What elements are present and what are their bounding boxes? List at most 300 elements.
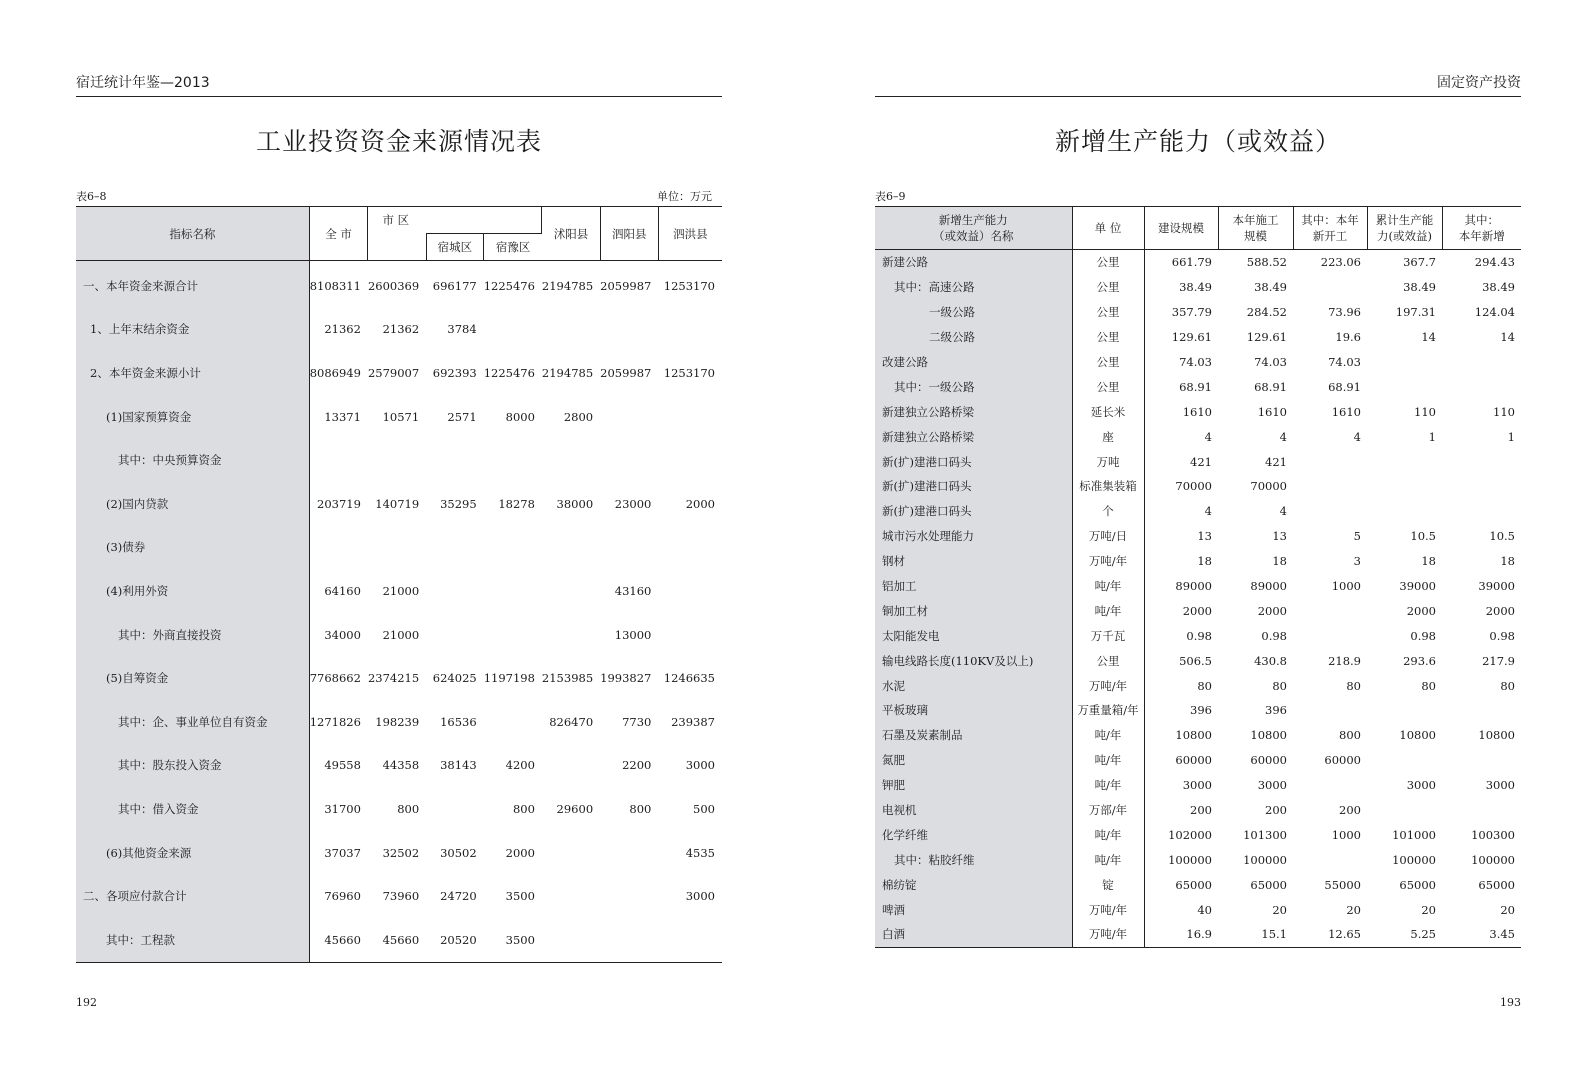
table-row xyxy=(76,395,722,439)
table-cell: 200 xyxy=(1339,803,1361,818)
table-cell: 70000 xyxy=(1175,479,1212,494)
table-cell xyxy=(658,308,722,352)
unit-cell: 万部/年 xyxy=(1072,798,1144,823)
table-cell: 7730 xyxy=(622,714,652,729)
table-cell xyxy=(426,613,484,657)
col-header-cumulative-l1: 累计生产能 xyxy=(1375,213,1434,227)
table-cell: 60000 xyxy=(1250,753,1287,768)
table-cell: 140719 xyxy=(375,496,420,511)
table-cell: 38.49 xyxy=(1482,280,1515,295)
table-cell: 65000 xyxy=(1175,877,1212,892)
unit-cell: 万吨/日 xyxy=(1072,524,1144,549)
table-row xyxy=(875,648,1521,673)
table-cell: 396 xyxy=(1190,703,1212,718)
table-cell xyxy=(600,308,658,352)
table-cell: 421 xyxy=(1190,454,1212,469)
table-cell: 13000 xyxy=(614,627,652,642)
table-cell: 624025 xyxy=(432,671,477,686)
table-cell: 68.91 xyxy=(1179,379,1212,394)
row-label: 其中：一级公路 xyxy=(875,374,1072,399)
unit-cell: 万吨/年 xyxy=(1072,673,1144,698)
row-label: 化学纤维 xyxy=(875,822,1072,847)
table-row xyxy=(875,847,1521,872)
table-cell: 1253170 xyxy=(663,365,715,380)
table-cell: 3000 xyxy=(685,889,715,904)
col-header-unit: 单 位 xyxy=(1072,207,1144,250)
table-row xyxy=(76,874,722,918)
table-cell: 1610 xyxy=(1257,404,1287,419)
table-cell xyxy=(1293,847,1367,872)
table-row xyxy=(875,698,1521,723)
table-number-6-8: 表6–8 xyxy=(76,190,107,203)
table-cell: 64160 xyxy=(324,583,361,598)
table-row xyxy=(875,773,1521,798)
table-cell: 239387 xyxy=(671,714,715,729)
unit-cell: 万吨/年 xyxy=(1072,897,1144,922)
table-cell: 65000 xyxy=(1399,877,1436,892)
table-number-6-9: 表6–9 xyxy=(875,190,906,203)
table-row xyxy=(875,748,1521,773)
col-header-sihong: 泗洪县 xyxy=(658,207,722,261)
table-cell: 2000 xyxy=(1406,603,1436,618)
table-cell: 80 xyxy=(1421,678,1436,693)
table-cell: 16.9 xyxy=(1186,927,1212,942)
row-label: 城市污水处理能力 xyxy=(875,524,1072,549)
table-row xyxy=(875,623,1521,648)
table-row xyxy=(875,524,1521,549)
table-cell: 18 xyxy=(1421,554,1436,569)
table-cell xyxy=(542,613,600,657)
table-cell: 65000 xyxy=(1478,877,1515,892)
table-cell: 2374215 xyxy=(367,671,420,686)
table-cell: 13371 xyxy=(324,409,361,424)
table-cell xyxy=(426,526,484,570)
table-cell: 200 xyxy=(1265,803,1287,818)
table-cell: 826470 xyxy=(549,714,594,729)
table-cell xyxy=(658,613,722,657)
table-row xyxy=(875,474,1521,499)
table-cell xyxy=(600,395,658,439)
table-cell: 60000 xyxy=(1324,753,1361,768)
table-cell xyxy=(1367,350,1442,375)
table-cell xyxy=(542,874,600,918)
col-header-capacity-name xyxy=(875,207,1072,250)
row-label: 其中：股东投入资金 xyxy=(76,744,309,788)
table-cell: 10.5 xyxy=(1410,529,1436,544)
table-cell: 110 xyxy=(1414,404,1436,419)
table-cell: 692393 xyxy=(432,365,477,380)
col-header-new-start-l1: 其中：本年 xyxy=(1301,213,1359,227)
table-cell: 2800 xyxy=(563,409,594,424)
table-cell: 1000 xyxy=(1331,827,1361,842)
table-cell xyxy=(484,613,542,657)
page-number-right: 193 xyxy=(1500,996,1521,1009)
col-header-capacity-name-l1: 新增生产能力 xyxy=(938,213,1008,227)
table-cell: 4 xyxy=(1204,429,1212,444)
table-cell: 1000 xyxy=(1331,579,1361,594)
table-cell: 3000 xyxy=(1406,778,1436,793)
table-cell xyxy=(1367,748,1442,773)
table-cell: 3000 xyxy=(1257,778,1287,793)
col-header-scale: 建设规模 xyxy=(1144,207,1218,250)
row-label: 其中：外商直接投资 xyxy=(76,613,309,657)
table-cell: 2200 xyxy=(622,758,652,773)
table-cell xyxy=(600,918,658,962)
table-cell: 65000 xyxy=(1250,877,1287,892)
table-cell xyxy=(1442,449,1521,474)
unit-cell: 锭 xyxy=(1072,872,1144,897)
table-cell: 18 xyxy=(1197,554,1212,569)
table-cell: 2000 xyxy=(1257,603,1287,618)
table-cell: 8108311 xyxy=(309,278,361,293)
table-cell: 7768662 xyxy=(309,671,361,686)
table-cell: 16536 xyxy=(440,714,477,729)
row-label: 石墨及炭素制品 xyxy=(875,723,1072,748)
table-cell: 80 xyxy=(1272,678,1287,693)
table-cell: 100000 xyxy=(1243,852,1287,867)
table-cell: 55000 xyxy=(1324,877,1361,892)
row-label: 啤酒 xyxy=(875,897,1072,922)
table-cell: 100000 xyxy=(1168,852,1212,867)
table-cell: 43160 xyxy=(614,583,652,598)
table-cell xyxy=(484,700,542,744)
col-header-urban-blank xyxy=(368,234,426,261)
table-cell: 1 xyxy=(1428,429,1436,444)
row-label: 1、上年末结余资金 xyxy=(76,308,309,352)
table-cell: 49558 xyxy=(324,758,361,773)
col-header-suyu: 宿豫区 xyxy=(484,234,542,261)
table-cell xyxy=(600,874,658,918)
table-cell: 800 xyxy=(397,801,420,816)
new-capacity-table xyxy=(875,206,1521,948)
table-cell: 100300 xyxy=(1471,827,1515,842)
table-cell: 217.9 xyxy=(1482,653,1515,668)
row-label: 其中：高速公路 xyxy=(875,275,1072,300)
table-cell: 1 xyxy=(1507,429,1515,444)
table-row xyxy=(76,482,722,526)
table-cell: 45660 xyxy=(324,932,361,947)
table-row xyxy=(76,787,722,831)
page-number-left: 192 xyxy=(76,996,97,1009)
table-cell xyxy=(1442,499,1521,524)
col-header-added-l1: 其中： xyxy=(1464,213,1499,227)
table-cell: 2000 xyxy=(1182,603,1212,618)
row-label: 其中：借入资金 xyxy=(76,787,309,831)
table-cell: 421 xyxy=(1265,454,1287,469)
table-cell: 20 xyxy=(1500,902,1515,917)
table-cell: 2571 xyxy=(447,409,477,424)
table-cell: 1225476 xyxy=(483,278,535,293)
table-row xyxy=(875,399,1521,424)
unit-cell: 公里 xyxy=(1072,374,1144,399)
table-cell: 3000 xyxy=(1182,778,1212,793)
unit-cell: 标准集装箱 xyxy=(1072,474,1144,499)
row-label: (4)利用外资 xyxy=(76,569,309,613)
unit-cell: 吨/年 xyxy=(1072,773,1144,798)
table-cell: 3500 xyxy=(505,932,535,947)
table-cell xyxy=(368,438,426,482)
table-row xyxy=(875,872,1521,897)
table-cell: 10800 xyxy=(1399,728,1436,743)
table-cell: 198239 xyxy=(375,714,420,729)
table-cell: 294.43 xyxy=(1474,255,1515,270)
table-cell: 18278 xyxy=(498,496,535,511)
left-table-body xyxy=(76,261,722,963)
unit-cell: 万吨/年 xyxy=(1072,922,1144,947)
table-cell xyxy=(1367,499,1442,524)
col-header-new-start xyxy=(1293,207,1367,250)
table-row xyxy=(875,300,1521,325)
row-label: 输电线路长度(110KV及以上) xyxy=(875,648,1072,673)
col-header-name: 指标名称 xyxy=(76,207,309,261)
table-cell: 1197198 xyxy=(483,671,535,686)
unit-cell: 吨/年 xyxy=(1072,847,1144,872)
table-cell: 4 xyxy=(1279,504,1287,519)
row-label: (3)债券 xyxy=(76,526,309,570)
table-cell: 101000 xyxy=(1392,827,1436,842)
table-row xyxy=(76,308,722,352)
table-cell: 0.98 xyxy=(1261,628,1287,643)
table-cell: 15.1 xyxy=(1261,927,1287,942)
table-cell: 1246635 xyxy=(663,671,715,686)
table-cell: 4 xyxy=(1353,429,1361,444)
table-row xyxy=(875,598,1521,623)
row-label: 新(扩)建港口码头 xyxy=(875,449,1072,474)
table-cell: 129.61 xyxy=(1171,330,1212,345)
table-cell xyxy=(1442,374,1521,399)
unit-cell: 个 xyxy=(1072,499,1144,524)
table-title-6-9: 新增生产能力（或效益） xyxy=(1054,127,1341,156)
table-cell: 4535 xyxy=(685,845,715,860)
col-header-cumulative-l2: 力(或效益) xyxy=(1377,229,1432,243)
table-cell xyxy=(484,569,542,613)
table-cell: 367.7 xyxy=(1403,255,1436,270)
table-row xyxy=(76,831,722,875)
table-cell: 506.5 xyxy=(1179,653,1212,668)
table-cell: 5 xyxy=(1353,529,1361,544)
table-cell xyxy=(542,569,600,613)
right-page xyxy=(875,0,1521,1077)
table-cell: 40 xyxy=(1197,902,1212,917)
table-cell: 14 xyxy=(1500,330,1515,345)
table-cell xyxy=(542,438,600,482)
table-cell xyxy=(658,569,722,613)
table-cell xyxy=(542,918,600,962)
row-label: (1)国家预算资金 xyxy=(76,395,309,439)
table-cell: 73960 xyxy=(382,889,420,904)
yearbook-title: 宿迁统计年鉴—2013 xyxy=(76,75,210,91)
row-label: 其中：企、事业单位自有资金 xyxy=(76,700,309,744)
table-cell: 1610 xyxy=(1182,404,1212,419)
table-cell: 34000 xyxy=(324,627,361,642)
table-cell: 1271826 xyxy=(309,714,361,729)
unit-cell: 公里 xyxy=(1072,350,1144,375)
table-cell: 197.31 xyxy=(1395,305,1436,320)
table-cell xyxy=(1293,499,1367,524)
table-cell: 20520 xyxy=(440,932,477,947)
table-cell xyxy=(658,438,722,482)
table-cell xyxy=(1367,374,1442,399)
table-cell: 218.9 xyxy=(1328,653,1361,668)
table-cell xyxy=(1293,474,1367,499)
row-label: 其中：工程款 xyxy=(76,918,309,962)
unit-cell: 延长米 xyxy=(1072,399,1144,424)
table-cell: 10800 xyxy=(1250,728,1287,743)
table-cell: 21362 xyxy=(382,322,420,337)
col-header-urban: 市 区 xyxy=(368,207,542,234)
unit-cell: 万千瓦 xyxy=(1072,623,1144,648)
table-cell xyxy=(1367,474,1442,499)
table-cell: 800 xyxy=(1339,728,1361,743)
table-row xyxy=(76,918,722,962)
table-cell xyxy=(309,438,368,482)
row-label: 铝加工 xyxy=(875,574,1072,599)
table-cell: 3 xyxy=(1353,554,1361,569)
table-cell: 32502 xyxy=(382,845,420,860)
table-row xyxy=(875,549,1521,574)
table-cell xyxy=(658,918,722,962)
chapter-title: 固定资产投资 xyxy=(1437,75,1521,91)
row-label: 二、各项应付款合计 xyxy=(76,874,309,918)
table-row xyxy=(875,922,1521,947)
table-cell: 80 xyxy=(1346,678,1361,693)
row-label: 新建独立公路桥梁 xyxy=(875,399,1072,424)
unit-cell: 吨/年 xyxy=(1072,723,1144,748)
table-cell xyxy=(1367,698,1442,723)
table-cell: 357.79 xyxy=(1171,305,1212,320)
unit-cell: 吨/年 xyxy=(1072,822,1144,847)
row-label: 2、本年资金来源小计 xyxy=(76,351,309,395)
row-label: 改建公路 xyxy=(875,350,1072,375)
unit-cell: 公里 xyxy=(1072,250,1144,275)
table-row xyxy=(875,673,1521,698)
table-cell: 37037 xyxy=(324,845,361,860)
table-cell: 45660 xyxy=(382,932,420,947)
table-cell: 21362 xyxy=(324,322,361,337)
row-label: 其中：粘胶纤维 xyxy=(875,847,1072,872)
table-cell: 396 xyxy=(1265,703,1287,718)
col-header-current-l1: 本年施工 xyxy=(1232,213,1279,227)
table-cell xyxy=(542,526,600,570)
table-cell xyxy=(600,526,658,570)
table-cell: 76960 xyxy=(324,889,361,904)
table-cell: 38.49 xyxy=(1403,280,1436,295)
col-header-added xyxy=(1442,207,1521,250)
table-cell: 74.03 xyxy=(1179,355,1212,369)
table-cell xyxy=(542,308,600,352)
table-cell: 1993827 xyxy=(600,671,652,686)
table-cell: 3.45 xyxy=(1489,927,1515,942)
table-cell: 21000 xyxy=(382,583,420,598)
col-header-current-l2: 规模 xyxy=(1244,229,1267,243)
row-label: (6)其他资金来源 xyxy=(76,831,309,875)
row-label: (2)国内贷款 xyxy=(76,482,309,526)
table-cell xyxy=(1367,798,1442,823)
row-label: 新建公路 xyxy=(875,250,1072,275)
table-cell: 44358 xyxy=(382,758,420,773)
row-label: 新(扩)建港口码头 xyxy=(875,499,1072,524)
left-page xyxy=(76,0,722,1077)
table-cell: 3000 xyxy=(1485,778,1515,793)
table-cell: 8086949 xyxy=(309,365,361,380)
table-row xyxy=(76,569,722,613)
table-cell: 203719 xyxy=(317,496,361,511)
table-cell xyxy=(1293,698,1367,723)
table-cell: 102000 xyxy=(1168,827,1212,842)
table-cell xyxy=(658,395,722,439)
table-cell xyxy=(542,831,600,875)
row-label: 钢材 xyxy=(875,549,1072,574)
unit-cell: 公里 xyxy=(1072,275,1144,300)
table-cell: 20 xyxy=(1346,902,1361,917)
row-label: 其中：中央预算资金 xyxy=(76,438,309,482)
table-cell: 74.03 xyxy=(1328,355,1361,369)
row-label: 钾肥 xyxy=(875,773,1072,798)
table-cell: 60000 xyxy=(1175,753,1212,768)
table-cell xyxy=(484,526,542,570)
table-cell: 293.6 xyxy=(1403,653,1436,668)
col-header-current xyxy=(1218,207,1293,250)
col-header-siyang: 泗阳县 xyxy=(600,207,658,261)
table-cell xyxy=(426,787,484,831)
table-cell: 1253170 xyxy=(663,278,715,293)
row-label: 水泥 xyxy=(875,673,1072,698)
table-cell: 2059987 xyxy=(600,278,652,293)
table-cell xyxy=(1442,350,1521,375)
table-row xyxy=(875,723,1521,748)
table-row xyxy=(875,374,1521,399)
table-cell xyxy=(309,526,368,570)
table-cell: 661.79 xyxy=(1171,255,1212,270)
unit-cell: 吨/年 xyxy=(1072,748,1144,773)
table-cell: 13 xyxy=(1272,529,1287,544)
table-cell: 588.52 xyxy=(1246,255,1287,270)
table-cell: 68.91 xyxy=(1254,379,1287,394)
unit-cell: 公里 xyxy=(1072,648,1144,673)
col-header-shuyang: 沭阳县 xyxy=(542,207,600,261)
table-cell: 68.91 xyxy=(1328,379,1361,394)
row-label: 新(扩)建港口码头 xyxy=(875,474,1072,499)
table-title-6-8: 工业投资资金来源情况表 xyxy=(255,127,542,156)
table-cell: 200 xyxy=(1190,803,1212,818)
row-label: 一级公路 xyxy=(875,300,1072,325)
table-cell: 39000 xyxy=(1399,579,1436,594)
row-label: 白酒 xyxy=(875,922,1072,947)
table-cell: 10800 xyxy=(1478,728,1515,743)
row-label: 太阳能发电 xyxy=(875,623,1072,648)
table-cell: 14 xyxy=(1421,330,1436,345)
table-cell: 100000 xyxy=(1471,852,1515,867)
table-cell: 89000 xyxy=(1175,579,1212,594)
row-label: 棉纺锭 xyxy=(875,872,1072,897)
table-cell: 4200 xyxy=(505,758,535,773)
table-cell: 38143 xyxy=(440,758,477,773)
table-cell: 21000 xyxy=(382,627,420,642)
table-row xyxy=(76,613,722,657)
table-cell: 3000 xyxy=(685,758,715,773)
table-cell xyxy=(426,569,484,613)
unit-cell: 万重量箱/年 xyxy=(1072,698,1144,723)
table-cell: 430.8 xyxy=(1254,653,1287,668)
table-cell: 110 xyxy=(1493,404,1515,419)
table-cell xyxy=(1293,623,1367,648)
table-cell: 2000 xyxy=(1485,603,1515,618)
table-cell: 38000 xyxy=(556,496,594,511)
table-cell: 23000 xyxy=(614,496,652,511)
table-cell: 39000 xyxy=(1478,579,1515,594)
table-cell: 223.06 xyxy=(1320,255,1361,270)
row-label: 平板玻璃 xyxy=(875,698,1072,723)
